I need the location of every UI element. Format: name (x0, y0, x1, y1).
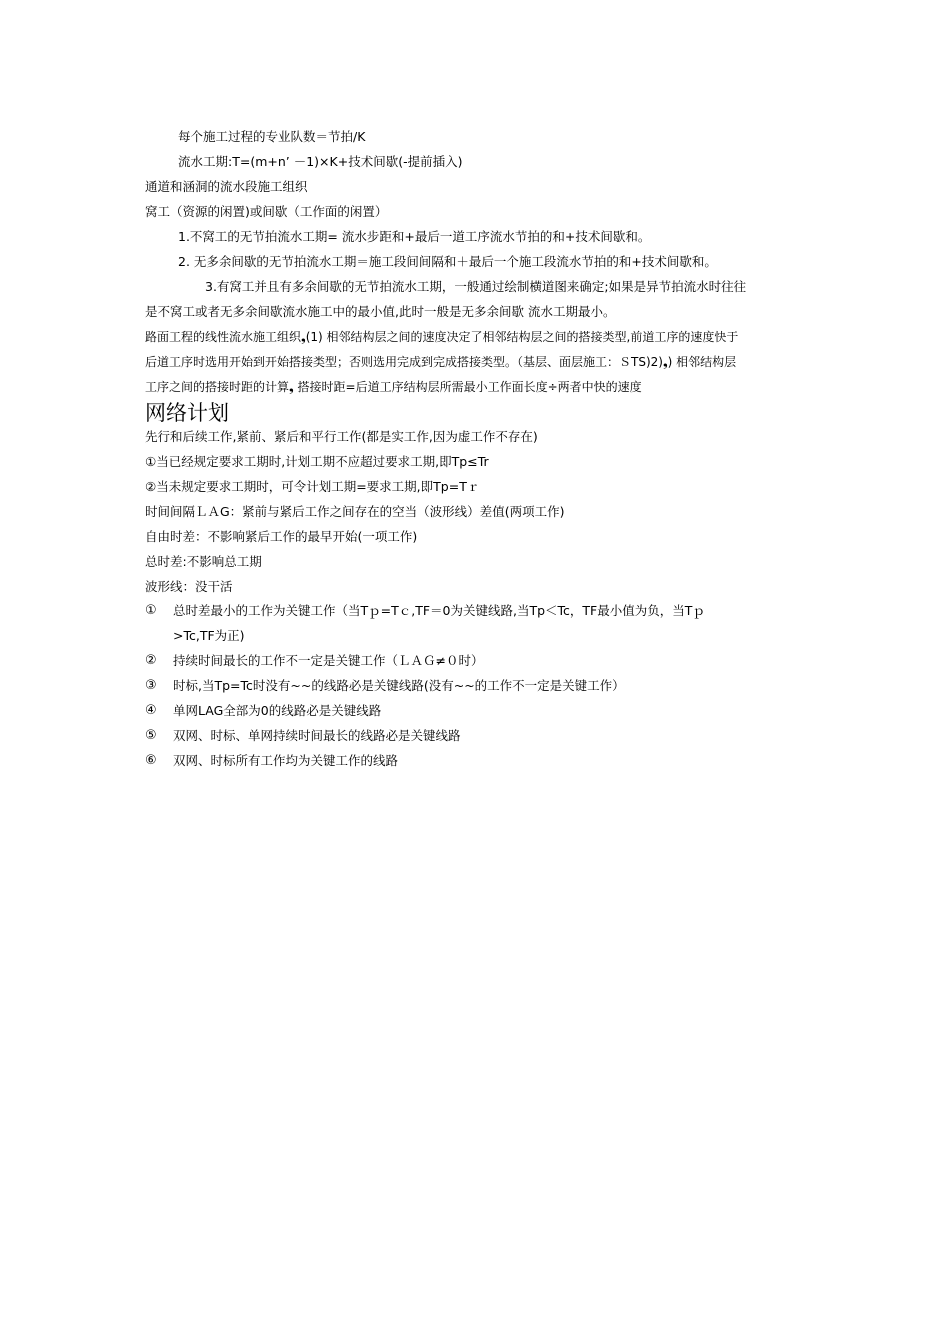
text-line: 自由时差：不影响紧后工作的最早开始(一项工作) (145, 529, 418, 544)
text-line: 流水工期:T=(m+n’ －1)×K+技术间歇(-提前插入) (178, 154, 463, 169)
list-item: 持续时间最长的工作不一定是关键工作（ＬＡＧ≠０时） (173, 653, 484, 668)
text-line: 工序之间的搭接时距的计算❟ 搭接时距=后道工序结构层所需最小工作面长度÷两者中快的速度 (145, 380, 642, 394)
text-line: 窝工（资源的闲置)或间歇（工作面的闲置） (145, 204, 388, 219)
text-line: 总时差:不影响总工期 (145, 554, 262, 569)
list-number: ⑤ (145, 728, 157, 743)
text-line: 时间间隔ＬＡG：紧前与紧后工作之间存在的空当（波形线）差值(两项工作) (145, 504, 565, 519)
text-line: ①当已经规定要求工期时,计划工期不应超过要求工期,即Tp≤Tr (145, 454, 489, 469)
list-item: 总时差最小的工作为关键工作（当Tｐ=Tｃ,TF＝0为关键线路,当Tp＜Tc，TF最小值为负，当Tｐ (173, 603, 705, 618)
list-item: 单网LAG全部为0的线路必是关键线路 (173, 703, 382, 718)
list-number: ④ (145, 703, 157, 718)
list-item: 时标,当Tp=Tc时没有~~的线路必是关键线路(没有~~的工作不一定是关键工作） (173, 678, 625, 693)
text-line: 每个施工过程的专业队数＝节拍/K (178, 129, 366, 144)
text-line: 后道工序时选用开始到开始搭接类型；否则选用完成到完成搭接类型。（基层、面层施工：ＳTS)2)❟) 相邻结构层 (145, 355, 737, 369)
list-number: ⑥ (145, 753, 157, 768)
list-item: >Tc,TF为正) (173, 628, 245, 643)
text-line: ②当未规定要求工期时，可令计划工期=要求工期,即Tp=Tｒ (145, 479, 480, 494)
section-heading: 网络计划 (145, 401, 229, 425)
text-line: 先行和后续工作,紧前、紧后和平行工作(都是实工作,因为虚工作不存在) (145, 429, 538, 444)
text-line: 2. 无多余间歇的无节拍流水工期＝施工段间间隔和＋最后一个施工段流水节拍的和+技术间歇和。 (178, 254, 717, 269)
text-line: 路面工程的线性流水施工组织❟(1) 相邻结构层之间的速度决定了相邻结构层之间的搭接类型,前道工序的速度快于 (145, 330, 739, 344)
list-number: ③ (145, 678, 157, 693)
list-number: ② (145, 653, 157, 668)
text-line: 通道和涵洞的流水段施工组织 (145, 179, 308, 194)
list-item: 双网、时标、单网持续时间最长的线路必是关键线路 (173, 728, 461, 743)
text-line: 3.有窝工并且有多余间歇的无节拍流水工期，一般通过绘制横道图来确定;如果是异节拍流水时往往 (205, 279, 747, 294)
text-line: 波形线：没干活 (145, 579, 233, 594)
list-number: ① (145, 603, 157, 618)
text-line: 1.不窝工的无节拍流水工期= 流水步距和+最后一道工序流水节拍的和+技术间歇和。 (178, 229, 651, 244)
list-item: 双网、时标所有工作均为关键工作的线路 (173, 753, 399, 768)
text-line: 是不窝工或者无多余间歇流水施工中的最小值,此时一般是无多余间歇 流水工期最小。 (145, 304, 616, 319)
